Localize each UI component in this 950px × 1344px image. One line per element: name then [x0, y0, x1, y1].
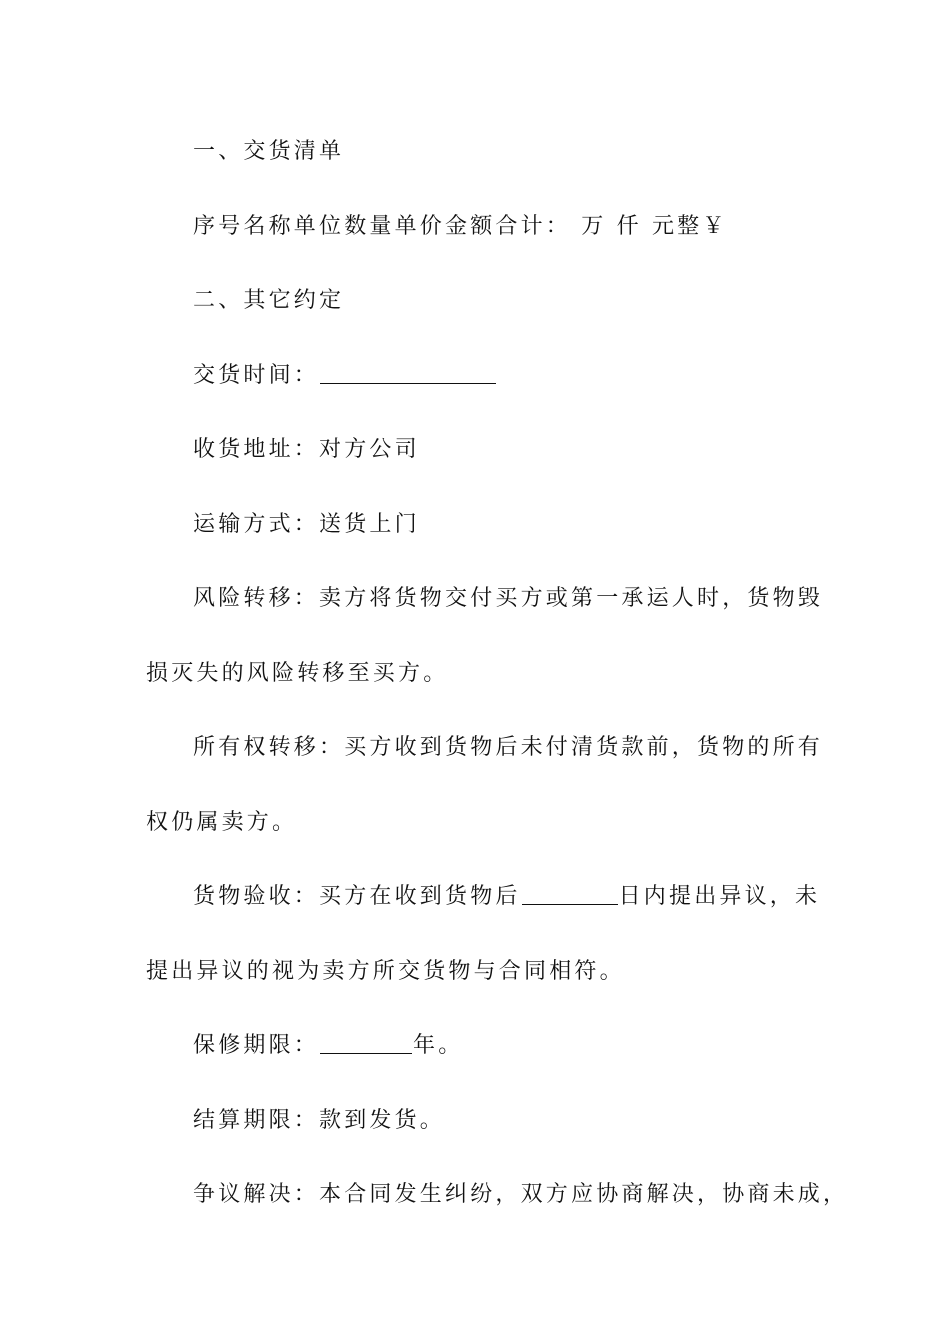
dispute-line-1: 争议解决：本合同发生纠纷，双方应协商解决，协商未成， — [193, 1182, 849, 1207]
risk-transfer-line-1: 风险转移：卖方将货物交付买方或第一承运人时，货物毁 — [193, 586, 824, 611]
warranty-prefix: 保修期限： — [193, 1033, 320, 1058]
ownership-transfer-line-2: 权仍属卖方。 — [146, 810, 298, 835]
delivery-list-row: 序号名称单位数量单价金额合计： 万 仟 元整￥ — [193, 214, 728, 239]
delivery-time-label: 交货时间： — [193, 363, 320, 388]
transport-method-line: 运输方式：送货上门 — [193, 512, 420, 537]
warranty-suffix: 年。 — [413, 1033, 464, 1058]
inspection-days-blank — [522, 882, 618, 905]
section-title-other-terms: 二、其它约定 — [193, 288, 345, 313]
delivery-time-blank — [320, 361, 496, 384]
warranty-line — [193, 1031, 883, 1061]
inspection-prefix: 货物验收：买方在收到货物后 — [193, 884, 521, 909]
risk-transfer-line-2: 损灭失的风险转移至买方。 — [146, 661, 449, 686]
ownership-transfer-line-1: 所有权转移：买方收到货物后未付清货款前，货物的所有 — [193, 735, 824, 760]
inspection-line-2: 提出异议的视为卖方所交货物与合同相符。 — [146, 959, 625, 984]
inspection-line-1 — [193, 882, 883, 912]
warranty-years-blank — [320, 1031, 412, 1054]
delivery-time-line — [193, 361, 883, 391]
inspection-suffix: 日内提出异议，未 — [618, 884, 821, 909]
settlement-line: 结算期限：款到发货。 — [193, 1108, 446, 1133]
receiving-address-line: 收货地址：对方公司 — [193, 437, 420, 462]
section-title-delivery-list: 一、交货清单 — [193, 139, 345, 164]
